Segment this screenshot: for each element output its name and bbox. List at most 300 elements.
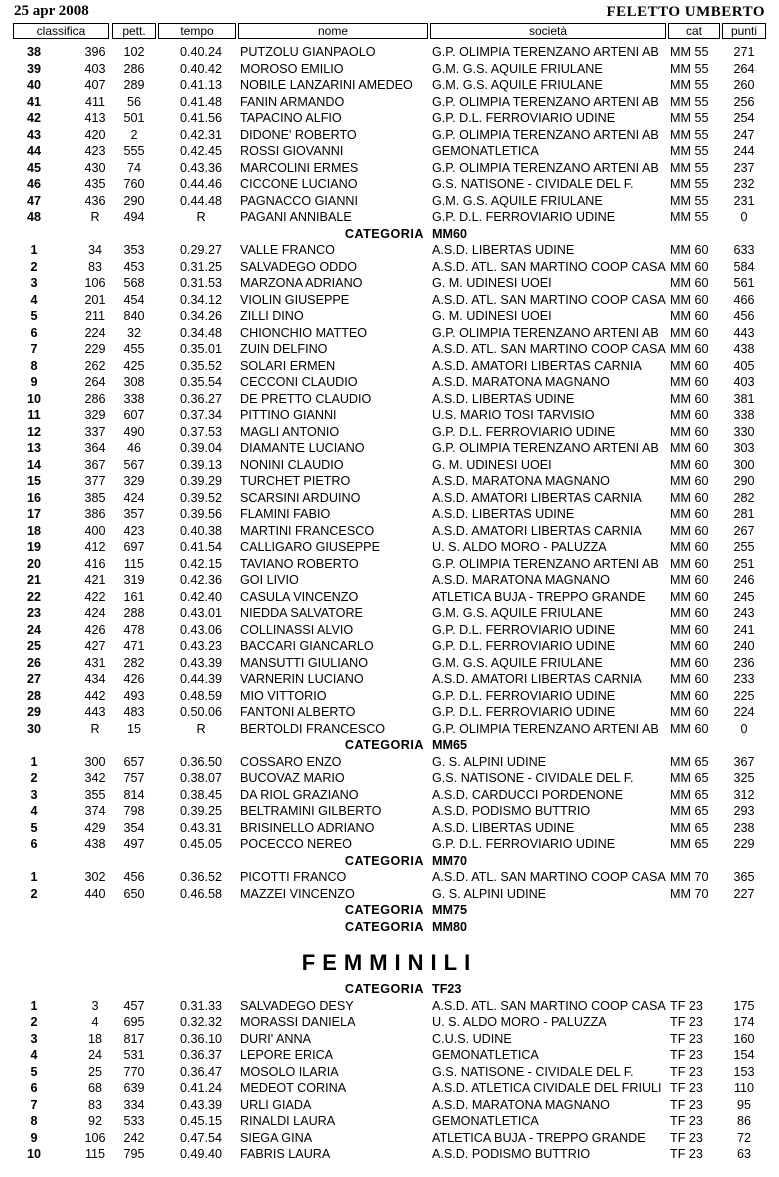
- col-header-cat: cat: [668, 23, 720, 39]
- category-cell: MM 55: [670, 127, 709, 142]
- table-row: [0, 391, 779, 408]
- table-row: [0, 209, 779, 226]
- category-cell: MM 65: [670, 820, 709, 835]
- bib-number-cell: 289: [123, 78, 145, 92]
- position-cell: 39: [26, 61, 41, 76]
- bib-number-cell: 814: [123, 787, 145, 802]
- table-row: [0, 242, 779, 259]
- bib-number-cell: 456: [123, 870, 145, 884]
- bib-number-cell: 483: [123, 705, 145, 719]
- club-cell: ATLETICA BUJA - TREPPO GRANDE: [432, 1130, 646, 1145]
- athlete-name-cell: PITTINO GIANNI: [240, 408, 337, 422]
- club-cell: G.P. D.L. FERROVIARIO UDINE: [432, 837, 616, 851]
- position-cell: 10: [26, 391, 41, 406]
- position-cell: 4: [30, 804, 38, 818]
- athlete-name-cell: BELTRAMINI GILBERTO: [240, 804, 382, 818]
- position-cell: 27: [26, 672, 41, 686]
- position-cell: 2: [30, 886, 38, 901]
- points-cell: 330: [733, 424, 755, 439]
- bib-number-cell: 493: [123, 688, 145, 703]
- time-cell: 0.41.48: [179, 94, 223, 109]
- table-row: [0, 77, 779, 94]
- athlete-name-cell: PAGANI ANNIBALE: [240, 210, 352, 224]
- time-cell: R: [196, 210, 206, 224]
- position-cell: 1: [30, 754, 38, 769]
- bib-number-cell: 770: [123, 1064, 145, 1079]
- ranking-cell: 18: [87, 1031, 102, 1046]
- position-cell: 13: [26, 441, 41, 455]
- points-cell: 224: [733, 705, 755, 719]
- points-cell: 0: [740, 721, 748, 736]
- bib-number-cell: 471: [123, 639, 145, 653]
- athlete-name-cell: SCARSINI ARDUINO: [240, 490, 361, 505]
- table-row: [0, 754, 779, 771]
- time-cell: 0.31.25: [179, 259, 223, 274]
- time-cell: 0.39.13: [179, 457, 223, 472]
- athlete-name-cell: PAGNACCO GIANNI: [240, 193, 359, 208]
- athlete-name-cell: MARZONA ADRIANO: [240, 276, 363, 290]
- position-cell: 24: [26, 622, 41, 637]
- points-cell: 255: [733, 540, 755, 554]
- table-row: [0, 1031, 779, 1048]
- athlete-name-cell: COLLINASSI ALVIO: [240, 622, 354, 637]
- position-cell: 21: [26, 573, 41, 587]
- position-cell: 9: [30, 375, 38, 389]
- points-cell: 247: [733, 127, 755, 142]
- time-cell: 0.40.24: [179, 45, 223, 59]
- club-cell: GEMONATLETICA: [432, 1114, 539, 1128]
- ranking-cell: 431: [84, 655, 106, 670]
- category-code: MM70: [432, 853, 467, 868]
- bib-number-cell: 657: [123, 754, 145, 769]
- time-cell: 0.49.40: [179, 1147, 223, 1161]
- club-cell: G.P. OLIMPIA TERENZANO ARTENI AB: [432, 441, 659, 455]
- bib-number-cell: 455: [123, 342, 145, 356]
- position-cell: 43: [26, 127, 41, 142]
- category-cell: MM 60: [670, 292, 709, 307]
- time-cell: 0.43.31: [179, 820, 223, 835]
- bib-number-cell: 286: [123, 61, 145, 76]
- club-cell: A.S.D. LIBERTAS UDINE: [432, 243, 575, 257]
- bib-number-cell: 798: [123, 804, 145, 818]
- position-cell: 18: [26, 523, 41, 538]
- category-label: CATEGORIA: [344, 903, 424, 917]
- category-cell: MM 55: [670, 210, 709, 224]
- points-cell: 267: [733, 523, 755, 538]
- time-cell: 0.32.32: [179, 1015, 223, 1029]
- ranking-cell: 416: [84, 556, 106, 571]
- ranking-cell: 224: [84, 325, 106, 340]
- ranking-cell: 443: [84, 705, 106, 719]
- athlete-name-cell: FABRIS LAURA: [240, 1147, 331, 1161]
- points-cell: 233: [733, 672, 755, 686]
- ranking-cell: 407: [84, 78, 106, 92]
- points-cell: 160: [733, 1031, 755, 1046]
- time-cell: 0.31.53: [179, 276, 223, 290]
- points-cell: 254: [733, 111, 755, 125]
- club-cell: G.P. D.L. FERROVIARIO UDINE: [432, 639, 616, 653]
- category-cell: TF 23: [670, 1031, 703, 1046]
- ranking-cell: 302: [84, 870, 106, 884]
- category-cell: MM 60: [670, 309, 709, 323]
- category-cell: MM 60: [670, 705, 709, 719]
- table-row: [0, 998, 779, 1015]
- club-cell: G. S. ALPINI UDINE: [432, 754, 547, 769]
- position-cell: 19: [26, 540, 41, 554]
- table-row: [0, 820, 779, 837]
- points-cell: 95: [736, 1097, 751, 1112]
- points-cell: 584: [733, 259, 755, 274]
- category-code: TF23: [432, 982, 462, 996]
- time-cell: 0.41.54: [179, 540, 223, 554]
- position-cell: 10: [26, 1147, 41, 1161]
- points-cell: 110: [733, 1081, 755, 1095]
- athlete-name-cell: CICCONE LUCIANO: [240, 177, 358, 191]
- club-cell: A.S.D. PODISMO BUTTRIO: [432, 804, 591, 818]
- points-cell: 365: [733, 870, 755, 884]
- table-row: [0, 143, 779, 160]
- ranking-cell: 3: [91, 998, 99, 1013]
- position-cell: 7: [30, 1097, 38, 1112]
- ranking-cell: 337: [84, 424, 106, 439]
- points-cell: 237: [733, 160, 755, 175]
- position-cell: 47: [26, 193, 41, 208]
- ranking-cell: 403: [84, 61, 106, 76]
- club-cell: G.S. NATISONE - CIVIDALE DEL F.: [432, 177, 634, 191]
- athlete-name-cell: ZUIN DELFINO: [240, 342, 328, 356]
- table-row: [0, 638, 779, 655]
- points-cell: 561: [733, 276, 755, 290]
- athlete-name-cell: SOLARI ERMEN: [240, 358, 336, 373]
- athlete-name-cell: TURCHET PIETRO: [240, 474, 351, 488]
- bib-number-cell: 354: [123, 820, 145, 835]
- section-title: FEMMINILI: [301, 950, 478, 975]
- athlete-name-cell: NONINI CLAUDIO: [240, 457, 344, 472]
- club-cell: G.P. OLIMPIA TERENZANO ARTENI AB: [432, 556, 659, 571]
- ranking-cell: 34: [87, 243, 102, 257]
- points-cell: 312: [733, 787, 755, 802]
- table-row: [0, 473, 779, 490]
- table-row: [0, 44, 779, 61]
- time-cell: 0.46.58: [179, 886, 223, 901]
- time-cell: 0.39.56: [179, 507, 223, 521]
- club-cell: U. S. ALDO MORO - PALUZZA: [432, 540, 607, 554]
- club-cell: G.P. OLIMPIA TERENZANO ARTENI AB: [432, 721, 659, 736]
- ranking-cell: 434: [84, 672, 106, 686]
- bib-number-cell: 334: [123, 1097, 145, 1112]
- athlete-name-cell: MORASSI DANIELA: [240, 1015, 356, 1029]
- athlete-name-cell: COSSARO ENZO: [240, 754, 342, 769]
- category-label: CATEGORIA: [344, 982, 424, 996]
- results-table: [0, 44, 779, 1163]
- category-cell: MM 60: [670, 573, 709, 587]
- position-cell: 3: [30, 276, 38, 290]
- bib-number-cell: 840: [123, 309, 145, 323]
- position-cell: 11: [27, 408, 41, 422]
- ranking-cell: 385: [84, 490, 106, 505]
- table-row: [0, 1047, 779, 1064]
- position-cell: 1: [30, 998, 38, 1013]
- category-cell: TF 23: [670, 1130, 703, 1145]
- time-cell: 0.38.07: [179, 771, 223, 785]
- ranking-cell: 396: [84, 45, 106, 59]
- category-cell: MM 60: [670, 441, 709, 455]
- col-header-societa: società: [430, 23, 666, 39]
- time-cell: 0.36.52: [179, 870, 223, 884]
- category-cell: MM 60: [670, 276, 709, 290]
- club-cell: G.P. OLIMPIA TERENZANO ARTENI AB: [432, 160, 659, 175]
- time-cell: 0.43.36: [179, 160, 223, 175]
- points-cell: 256: [733, 94, 755, 109]
- table-row: [0, 869, 779, 886]
- ranking-cell: 24: [87, 1048, 102, 1062]
- table-row: [0, 193, 779, 210]
- club-cell: G.P. OLIMPIA TERENZANO ARTENI AB: [432, 325, 659, 340]
- points-cell: 236: [733, 655, 755, 670]
- table-row: [0, 1146, 779, 1163]
- time-cell: 0.47.54: [179, 1130, 223, 1145]
- athlete-name-cell: VALLE FRANCO: [240, 243, 335, 257]
- position-cell: 8: [30, 358, 38, 373]
- category-cell: TF 23: [670, 1147, 703, 1161]
- position-cell: 14: [26, 457, 41, 472]
- athlete-name-cell: CALLIGARO GIUSEPPE: [240, 540, 380, 554]
- time-cell: 0.41.24: [179, 1081, 223, 1095]
- ranking-cell: 429: [84, 820, 106, 835]
- athlete-name-cell: MEDEOT CORINA: [240, 1081, 347, 1095]
- club-cell: A.S.D. MARATONA MAGNANO: [432, 573, 610, 587]
- bib-number-cell: 353: [123, 243, 145, 257]
- category-cell: MM 70: [670, 870, 709, 884]
- table-row: [0, 440, 779, 457]
- bib-number-cell: 426: [123, 672, 145, 686]
- time-cell: 0.42.36: [179, 573, 223, 587]
- ranking-cell: 115: [84, 1147, 106, 1161]
- ranking-cell: 229: [84, 342, 106, 356]
- position-cell: 20: [26, 556, 41, 571]
- points-cell: 232: [733, 177, 755, 191]
- club-cell: A.S.D. ATL. SAN MARTINO COOP CASA: [432, 998, 666, 1013]
- club-cell: A.S.D. ATL. SAN MARTINO COOP CASA: [432, 870, 666, 884]
- club-cell: A.S.D. AMATORI LIBERTAS CARNIA: [432, 358, 642, 373]
- athlete-name-cell: LEPORE ERICA: [240, 1048, 334, 1062]
- category-cell: MM 60: [670, 622, 709, 637]
- points-cell: 244: [733, 144, 755, 158]
- category-cell: MM 60: [670, 556, 709, 571]
- bib-number-cell: 607: [123, 408, 145, 422]
- col-header-punti: punti: [722, 23, 766, 39]
- athlete-name-cell: DURI' ANNA: [240, 1031, 311, 1046]
- club-cell: U.S. MARIO TOSI TARVISIO: [432, 408, 595, 422]
- position-cell: 16: [26, 490, 41, 505]
- category-cell: TF 23: [670, 1081, 703, 1095]
- position-cell: 8: [30, 1114, 38, 1128]
- bib-number-cell: 501: [123, 111, 145, 125]
- points-cell: 281: [733, 507, 755, 521]
- category-cell: MM 60: [670, 540, 709, 554]
- time-cell: 0.44.39: [179, 672, 223, 686]
- col-header-tempo: tempo: [158, 23, 236, 39]
- category-cell: MM 65: [670, 787, 709, 802]
- ranking-cell: 435: [84, 177, 106, 191]
- bib-number-cell: 329: [123, 474, 145, 488]
- ranking-cell: 25: [87, 1064, 102, 1079]
- time-cell: 0.34.48: [179, 325, 223, 340]
- bib-number-cell: 2: [130, 127, 138, 142]
- athlete-name-cell: TAPACINO ALFIO: [240, 111, 342, 125]
- points-cell: 367: [733, 754, 755, 769]
- athlete-name-cell: DE PRETTO CLAUDIO: [240, 391, 372, 406]
- club-cell: G.P. OLIMPIA TERENZANO ARTENI AB: [432, 45, 659, 59]
- ranking-cell: 424: [84, 606, 106, 620]
- category-cell: TF 23: [670, 1114, 703, 1128]
- time-cell: 0.35.52: [179, 358, 223, 373]
- club-cell: C.U.S. UDINE: [432, 1031, 512, 1046]
- category-cell: MM 60: [670, 358, 709, 373]
- club-cell: A.S.D. LIBERTAS UDINE: [432, 507, 575, 521]
- time-cell: 0.39.52: [179, 490, 223, 505]
- category-cell: MM 55: [670, 111, 709, 125]
- table-row: [0, 308, 779, 325]
- time-cell: 0.48.59: [179, 688, 223, 703]
- category-heading: [0, 853, 779, 870]
- table-row: [0, 292, 779, 309]
- table-row: [0, 1080, 779, 1097]
- points-cell: 264: [733, 61, 755, 76]
- athlete-name-cell: MAZZEI VINCENZO: [240, 886, 355, 901]
- table-row: [0, 325, 779, 342]
- bib-number-cell: 639: [123, 1081, 145, 1095]
- club-cell: A.S.D. AMATORI LIBERTAS CARNIA: [432, 490, 642, 505]
- points-cell: 325: [733, 771, 755, 785]
- position-cell: 40: [26, 78, 41, 92]
- table-row: [0, 589, 779, 606]
- category-heading: [0, 226, 779, 243]
- page-header: [0, 0, 779, 22]
- category-cell: MM 60: [670, 672, 709, 686]
- ranking-cell: 436: [84, 193, 106, 208]
- position-cell: 4: [30, 292, 38, 307]
- position-cell: 7: [30, 342, 38, 356]
- athlete-name-cell: FLAMINI FABIO: [240, 507, 331, 521]
- position-cell: 6: [30, 325, 38, 340]
- table-row: [0, 572, 779, 589]
- event-location: FELETTO UMBERTO: [606, 4, 765, 20]
- club-cell: A.S.D. PODISMO BUTTRIO: [432, 1147, 591, 1161]
- time-cell: 0.37.53: [179, 424, 223, 439]
- position-cell: 12: [26, 424, 41, 439]
- category-heading: [0, 737, 779, 754]
- bib-number-cell: 74: [126, 160, 141, 175]
- athlete-name-cell: FANTONI ALBERTO: [240, 705, 356, 719]
- athlete-name-cell: MOROSO EMILIO: [240, 61, 344, 76]
- club-cell: A.S.D. AMATORI LIBERTAS CARNIA: [432, 672, 642, 686]
- position-cell: 48: [26, 210, 41, 224]
- club-cell: A.S.D. ATLETICA CIVIDALE DEL FRIULI: [432, 1081, 662, 1095]
- table-row: [0, 605, 779, 622]
- club-cell: G.M. G.S. AQUILE FRIULANE: [432, 78, 603, 92]
- bib-number-cell: 494: [123, 210, 145, 224]
- club-cell: A.S.D. MARATONA MAGNANO: [432, 375, 610, 389]
- points-cell: 238: [733, 820, 755, 835]
- table-row: [0, 341, 779, 358]
- table-row: [0, 127, 779, 144]
- bib-number-cell: 290: [123, 193, 145, 208]
- category-cell: MM 60: [670, 655, 709, 670]
- position-cell: 1: [30, 243, 38, 257]
- points-cell: 438: [733, 342, 755, 356]
- table-row: [0, 1064, 779, 1081]
- club-cell: A.S.D. CARDUCCI PORDENONE: [432, 787, 624, 802]
- position-cell: 15: [26, 474, 41, 488]
- points-cell: 175: [733, 998, 755, 1013]
- time-cell: 0.42.45: [179, 144, 223, 158]
- ranking-cell: 422: [84, 589, 106, 604]
- position-cell: 5: [30, 1064, 38, 1079]
- category-heading: [0, 919, 779, 936]
- time-cell: 0.31.33: [179, 998, 223, 1013]
- bib-number-cell: 424: [123, 490, 145, 505]
- position-cell: 42: [26, 111, 41, 125]
- position-cell: 2: [30, 1015, 38, 1029]
- athlete-name-cell: BUCOVAZ MARIO: [240, 771, 345, 785]
- category-cell: MM 60: [670, 408, 709, 422]
- club-cell: U. S. ALDO MORO - PALUZZA: [432, 1015, 607, 1029]
- bib-number-cell: 282: [123, 655, 145, 670]
- table-row: [0, 110, 779, 127]
- bib-number-cell: 757: [123, 771, 145, 785]
- athlete-name-cell: VARNERIN LUCIANO: [240, 672, 364, 686]
- table-row: [0, 671, 779, 688]
- table-row: [0, 556, 779, 573]
- athlete-name-cell: NOBILE LANZARINI AMEDEO: [240, 78, 413, 92]
- club-cell: GEMONATLETICA: [432, 1048, 539, 1062]
- club-cell: A.S.D. LIBERTAS UDINE: [432, 820, 575, 835]
- time-cell: 0.36.10: [179, 1031, 223, 1046]
- category-label: CATEGORIA: [344, 226, 424, 241]
- time-cell: 0.34.12: [179, 292, 223, 307]
- bib-number-cell: 695: [123, 1015, 145, 1029]
- category-cell: MM 55: [670, 94, 709, 109]
- table-row: [0, 787, 779, 804]
- club-cell: G. S. ALPINI UDINE: [432, 886, 547, 901]
- category-cell: MM 65: [670, 771, 709, 785]
- category-cell: MM 60: [670, 721, 709, 736]
- bib-number-cell: 795: [123, 1147, 145, 1161]
- points-cell: 338: [733, 408, 755, 422]
- ranking-cell: 413: [84, 111, 106, 125]
- position-cell: 17: [26, 507, 41, 521]
- category-cell: MM 60: [670, 391, 709, 406]
- club-cell: G.P. D.L. FERROVIARIO UDINE: [432, 705, 616, 719]
- bib-number-cell: 288: [123, 606, 145, 620]
- position-cell: 38: [26, 45, 41, 59]
- ranking-cell: 367: [84, 457, 106, 472]
- position-cell: 46: [26, 177, 41, 191]
- table-row: [0, 1097, 779, 1114]
- points-cell: 227: [733, 886, 755, 901]
- points-cell: 63: [736, 1147, 751, 1161]
- athlete-name-cell: DA RIOL GRAZIANO: [240, 787, 359, 802]
- time-cell: 0.36.37: [179, 1048, 223, 1062]
- category-cell: TF 23: [670, 1064, 703, 1079]
- athlete-name-cell: MIO VITTORIO: [240, 688, 327, 703]
- category-cell: MM 60: [670, 639, 709, 653]
- category-cell: MM 60: [670, 325, 709, 340]
- athlete-name-cell: MARCOLINI ERMES: [240, 160, 359, 175]
- time-cell: 0.44.46: [179, 177, 223, 191]
- table-row: [0, 886, 779, 903]
